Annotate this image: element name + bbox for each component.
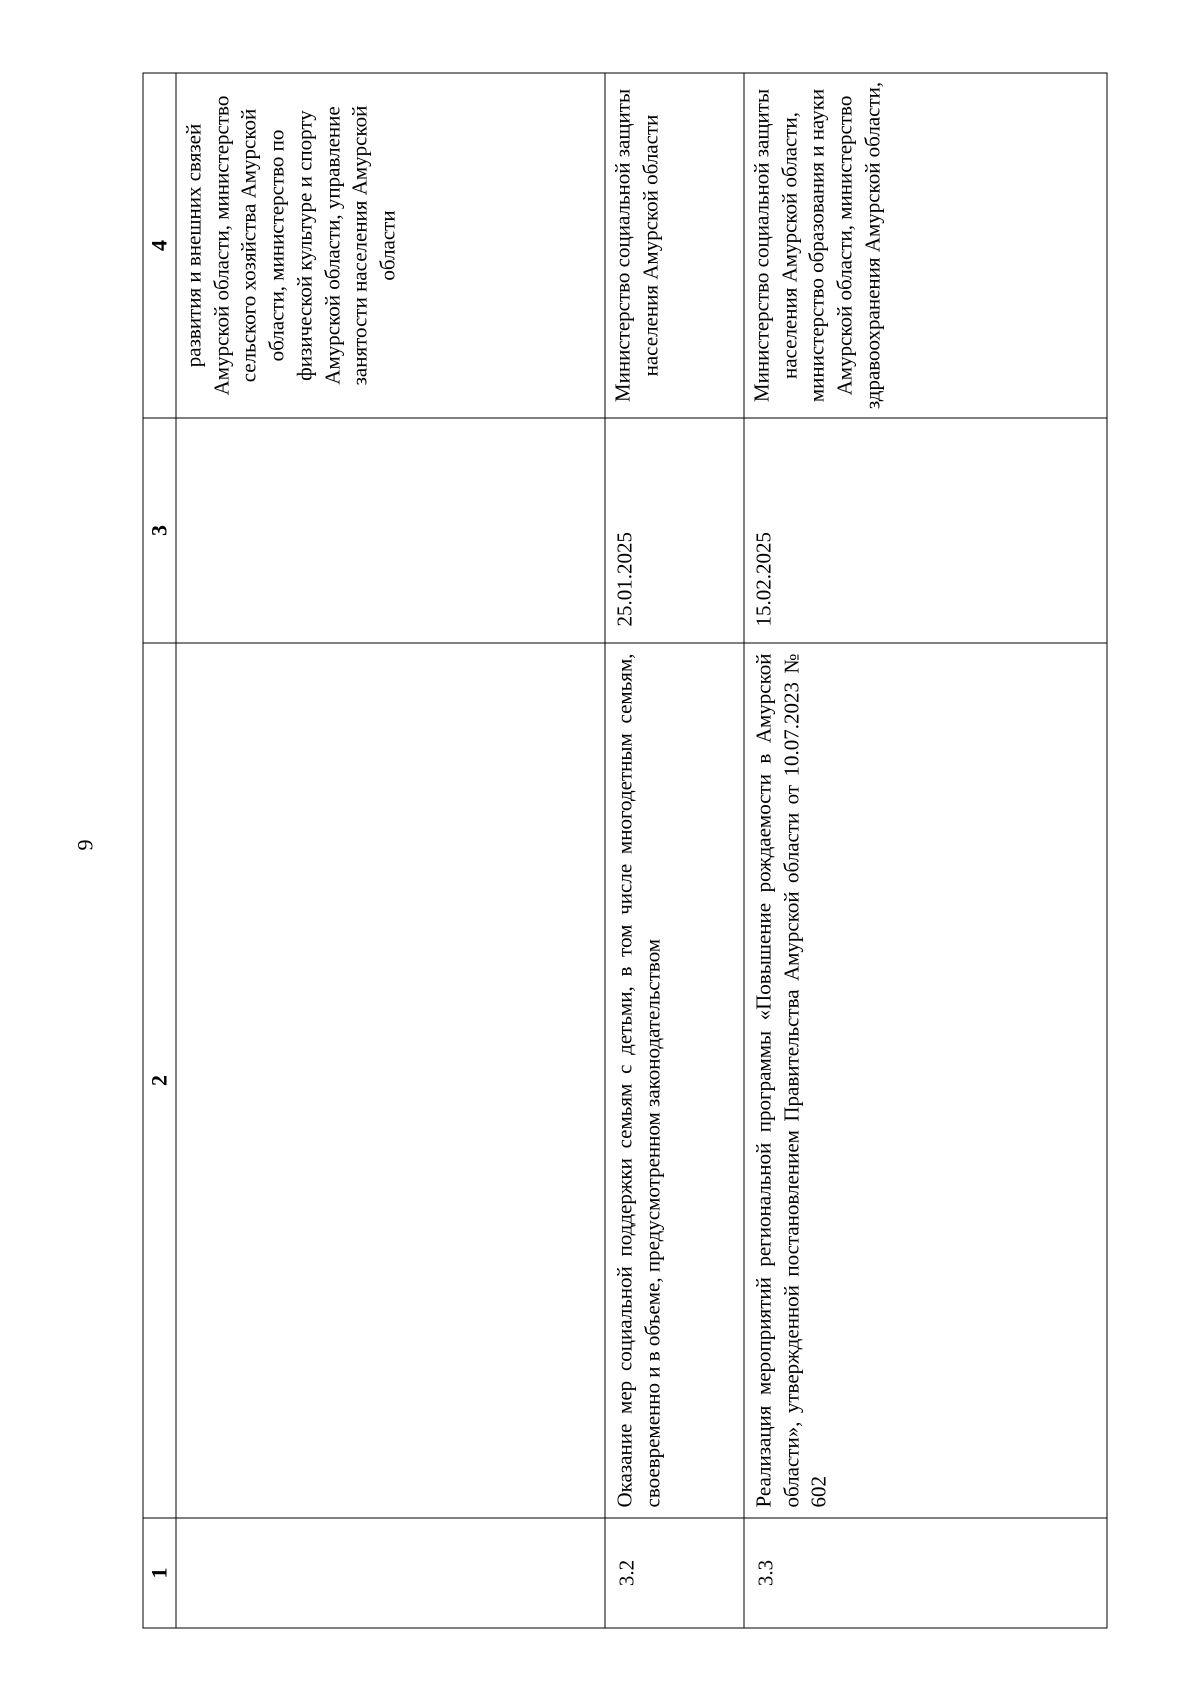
row-responsible: Министерство социальной защиты населения Амурской области — [605, 73, 744, 418]
row-description — [176, 643, 605, 1518]
row-responsible: Министерство социальной защиты населения Амурской области, министерство образования и науки Амурской области, министерство здравоохранения Амурской области, — [744, 73, 1107, 418]
page-number: 9 — [72, 839, 98, 851]
row-date — [176, 418, 605, 643]
column-header: 2 — [143, 643, 176, 1518]
column-header: 4 — [143, 73, 176, 418]
rotated-table — [143, 74, 1073, 1629]
action-plan-table — [143, 73, 1108, 1629]
table-row — [176, 73, 605, 1628]
row-number: 3.3 — [744, 1518, 1107, 1628]
column-header: 3 — [143, 418, 176, 643]
table-header-row — [143, 73, 176, 1628]
table-row — [744, 73, 1107, 1628]
column-header: 1 — [143, 1518, 176, 1628]
row-description: Реализация мероприятий региональной программы «Повышение рождаемости в Амурской области», утвержденной постановлением Правительства Амурской области от 10.07.2023 № 602 — [744, 643, 1107, 1518]
row-date: 15.02.2025 — [744, 418, 1107, 643]
row-description: Оказание мер социальной поддержки семьям с детьми, в том числе многодетным семьям, своевременно и в объеме, предусмотренном законодательством — [605, 643, 744, 1518]
row-number: 3.2 — [605, 1518, 744, 1628]
row-number — [176, 1518, 605, 1628]
table-row — [605, 73, 744, 1628]
row-responsible: развития и внешних связей Амурской области, министерство сельского хозяйства Амурской области, министерство по физической культуре и спорту Амурской области, управление занятости населения Амурской области — [176, 73, 605, 418]
row-date: 25.01.2025 — [605, 418, 744, 643]
